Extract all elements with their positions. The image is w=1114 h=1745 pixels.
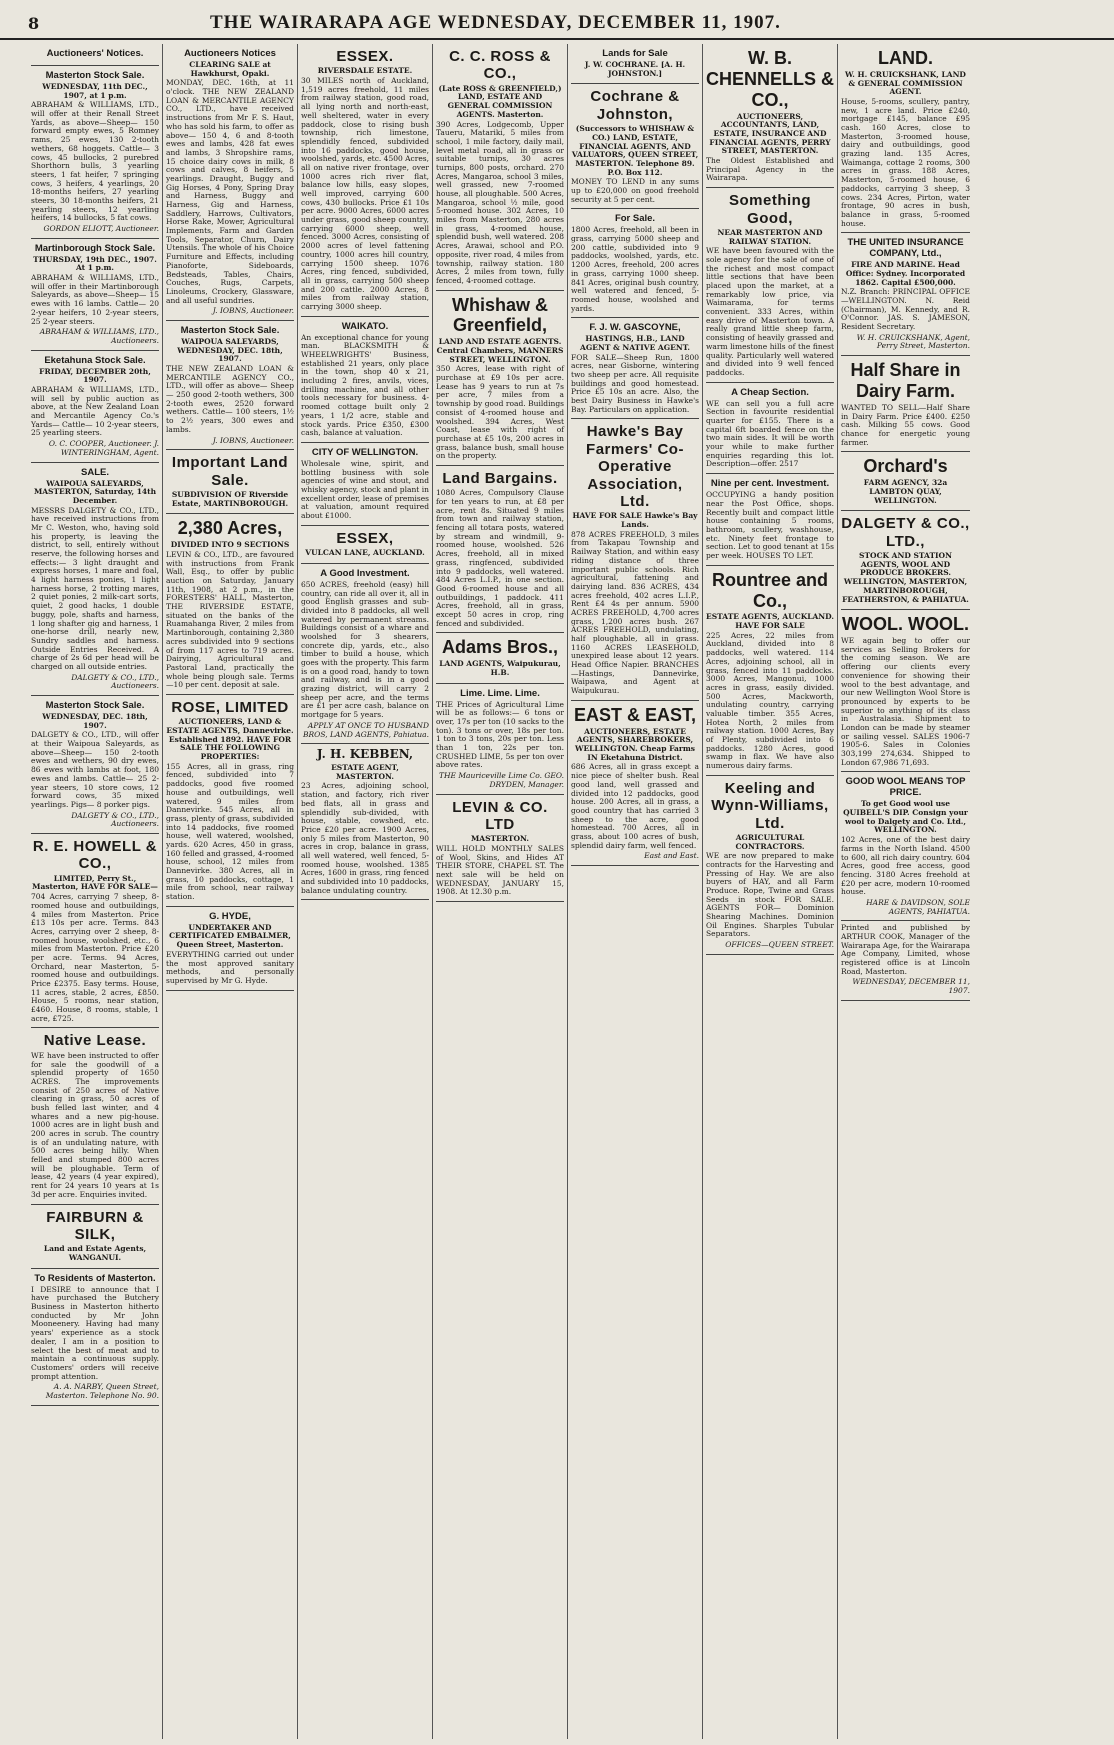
- ad-body: The Oldest Established and Principal Agency in the Wairarapa.: [706, 156, 834, 183]
- ad-heading: Eketahuna Stock Sale.: [44, 354, 146, 366]
- ad-heading: For Sale.: [614, 213, 656, 225]
- ad-signature: J. IOBNS, Auctioneer.: [212, 435, 294, 445]
- ad-body: 1800 Acres, freehold, all been in grass, carrying 5000 sheep and 200 cattle, subdivided into 9 paddocks, woolshed, yards, etc. 1200 Acres, freehold, 200 acres in grass, carrying 1000 sheep. 841 Acres, original bush country, well watered and fenced, 5-roomed house, woolshed and yards.: [571, 225, 699, 313]
- advertisement: [436, 466, 564, 633]
- advertisement: [571, 419, 699, 700]
- ad-heading: WOOL. WOOL.: [842, 614, 969, 635]
- advertisement: [841, 356, 970, 452]
- advertisement: [571, 209, 699, 318]
- ad-subheading: DIVIDED INTO 9 SECTIONS: [170, 540, 290, 550]
- page-number: 8: [28, 14, 40, 34]
- ad-body: FOR SALE—Sheep Run, 1800 acres, near Gisborne, wintering two sheep per acre. All requisite buildings and good homestead. Price £5 10s an acre. Also, the best Dairy Business in Hawke's Bay. Particulars on application.: [571, 352, 699, 414]
- advertisement: [706, 566, 834, 776]
- advertisement: [301, 526, 429, 564]
- ad-subheading: FARM AGENCY, 32a LAMBTON QUAY, WELLINGTON.: [863, 478, 948, 505]
- ad-signature: GORDON ELIOTT, Auctioneer.: [43, 224, 159, 234]
- ad-heading: To Residents of Masterton.: [34, 1272, 156, 1284]
- ad-heading: G. HYDE,: [209, 910, 251, 922]
- ad-body: 704 Acres, carrying 7 sheep, 8-roomed house and outbuildings, 4 miles from Masterton. Price £13 10s per acre. Terms. 843 Acres, carrying over 2 sheep, 8-roomed house, woolshed, etc., 6 miles from Masterton. Price £20 per acre. Terms. 94 Acres, Orchard, near Masterton, 5-roomed house and outbuildings. Price £2375. Easy terms. House, 11 acres, stable, 2 acres, £850. House, 5 rooms, near station, £460. House, 8 rooms, stable, 1 acre, £725.: [31, 892, 159, 1023]
- advertisement: [436, 795, 564, 903]
- advertisement: [841, 44, 970, 233]
- advertisement: [706, 44, 834, 188]
- ad-heading: CITY OF WELLINGTON.: [311, 446, 419, 458]
- ad-signature: J. IOBNS, Auctioneer.: [212, 306, 294, 316]
- ad-subheading: THURSDAY, 19th DEC., 1907. At 1 p.m.: [33, 254, 157, 273]
- masthead: [0, 0, 1114, 40]
- ad-body: 1080 Acres, Compulsory Clause for ten years to run, at £8 per acre, rent 8s. Situated 9 miles from town and railway station, fencing all totara posts, watered by stream and windmill, 9-roomed house, woolshed. 526 Acres, freehold, all in mixed grass, ringfenced, subdivided into 9 paddocks, well watered. 484 Acres L.I.P., in one section. Good 6-roomed house and all outbuildings, 1 paddock. 411 Acres, freehold, all in grass, except 50 acres in crop, ring fenced and subdivided.: [436, 488, 564, 628]
- ad-heading: ESSEX,: [336, 529, 394, 547]
- advertisement: [166, 907, 294, 991]
- ad-body: EVERYTHING carried out under the most approved sanitary methods, and personally supervised by Mr G. Hyde.: [166, 949, 294, 985]
- ad-signature: HARE & DAVIDSON, SOLE AGENTS, PAHIATUA.: [866, 897, 970, 916]
- ad-subheading: ESTATE AGENT, MASTERTON.: [331, 763, 399, 781]
- ad-heading: FAIRBURN & SILK,: [46, 1208, 144, 1243]
- ad-body: MONDAY, DEC. 16th, at 11 o'clock. THE NEW ZEALAND LOAN & MERCANTILE AGENCY CO., LTD., have received instructions from Mr F. S. Haut, who has sold his farm, to offer as above— 150 4, 6 and 8-tooth ewes and lambs, 428 fat ewes and lambs, 3 Shropshire rams, 15 choice dairy cows in milk, 8 cows and calves, 8 heifers, 5 yearlings. Draught, Buggy and Gig Horses, 4 Pony, Spring Dray and Harness, Buggy and Harness, Gig and Harness, Saddlery, Harrows, Cultivators, Horse Rake, Mower, Agricultural Implements, Farm and Garden Tools, Separator, Churn, Dairy Utensils. The whole of his Choice Furniture and Effects, including Pianoforte, Sideboards, Bedsteads, Tables, Chairs, Couches, Rugs, Carpets, Linoleums, Crockery, Glassware, and all useful sundries.: [166, 78, 294, 305]
- ad-body: MONEY TO LEND in any sums up to £20,000 on good freehold security at 5 per cent.: [571, 177, 699, 204]
- ad-subheading: AUCTIONEERS, ACCOUNTANTS, LAND, ESTATE, INSURANCE AND FINANCIAL AGENTS, PERRY STREET, MASTERTON.: [709, 111, 831, 156]
- ad-heading: Masterton Stock Sale.: [45, 700, 145, 712]
- ad-body: N.Z. Branch: PRINCIPAL OFFICE—WELLINGTON. N. Reid (Chairman), M. Kennedy, and R. O'Connor. JAS. S. JAMESON, Resident Secretary.: [841, 287, 970, 332]
- advertisement: [301, 317, 429, 443]
- ad-body: THE NEW ZEALAND LOAN & MERCANTILE AGENCY CO., LTD., will offer as above— Sheep— 250 good 2-tooth wethers, 300 2-tooth ewes, 2520 forward wethers. Cattle— 100 steers, 1½ to 2½ years, 300 ewes and lambs.: [166, 364, 294, 434]
- column-3: [298, 44, 433, 1739]
- column-7: [838, 44, 973, 1739]
- ad-subheading: LIMITED, Perry St., Masterton, HAVE FOR SALE—: [32, 873, 158, 892]
- ad-body: 686 Acres, all in grass except a nice piece of shelter bush. Real good land, well grassed and divided into 12 paddocks, good house. 200 Acres, all in grass, a good country that has carried 3 sheep to the acre, good homestead. 700 Acres, all in grass, about 100 acres of bush, splendid dairy farm, well fenced.: [571, 762, 699, 850]
- newspaper-title: THE WAIRARAPA AGE WEDNESDAY, DECEMBER 11, 1907.: [210, 12, 781, 33]
- advertisement: [166, 44, 294, 321]
- ad-body: WE have been favoured with the sole agency for the sale of one of the richest and most compact little sections that have been placed upon the market, at a remarkably low price, via Waimarama, for terms convenient. 333 Acres, within easy drive of Masterton town. A really grand little sheep farm, consisting of heavily grassed and warm limestone hills of the finest quality. Particularly well watered and divided into 9 well fenced paddocks.: [706, 246, 834, 377]
- advertisement: [31, 1205, 159, 1269]
- ad-subheading: FRIDAY, DECEMBER 20th, 1907.: [39, 366, 151, 385]
- ad-subheading: WAIPOUA SALEYARDS, WEDNESDAY, DEC. 18th, 1907.: [177, 336, 283, 364]
- ad-signature: East and East.: [644, 851, 699, 861]
- ad-body: 155 Acres, all in grass, ring fenced, subdivided into 7 paddocks, good five roomed house and outbuildings, well watered, 9 miles from Dannevirke. 545 Acres, all in grass, plenty of grass, subdivided into 14 paddocks, five roomed house, well watered, woolshed, yards. 620 Acres, 450 in grass, 160 felled and grassed, 4-roomed house, school, 12 miles from Dannevirke. 380 Acres, all in grass, 10 paddocks, cottage, 1 mile from school, near railway station.: [166, 761, 294, 902]
- advertisement: [31, 1028, 159, 1204]
- ad-heading: Auctioneers' Notices.: [46, 48, 144, 59]
- ad-subheading: (Successors to WHISHAW & CO.) LAND, ESTATE, FINANCIAL AGENTS, AND VALUATORS, QUEEN STREET, MASTERTON. Telephone 89. P.O. Box 112.: [571, 124, 699, 177]
- ad-signature: ABRAHAM & WILLIAMS, LTD., Auctioneers.: [39, 327, 159, 345]
- ad-body: ABRAHAM & WILLIAMS, LTD., will sell by public auction as above, at the New Zealand Loan and Mercantile Agency Co.'s Yards— Cattle— 10 2-year steers, 25 yearling steers.: [31, 385, 159, 438]
- advertisement: [571, 318, 699, 419]
- column-1: [28, 44, 163, 1739]
- ad-heading: Something Good,: [729, 192, 811, 227]
- ad-heading: Whishaw & Greenfield,: [451, 294, 548, 336]
- ad-body: WE are now prepared to make contracts for the Harvesting and Pressing of Hay. We are also buyers of HAY, and all Farm Produce. Rope, Twine and Grass Seeds in stock FOR SALE. AGENTS FOR— Dominion Shearing Machines. Dominion Oil Engines. Sharples Tubular Separators.: [706, 851, 834, 939]
- ad-heading: THE UNITED INSURANCE COMPANY, Ltd.,: [847, 237, 964, 260]
- ad-heading: Auctioneers Notices: [184, 48, 276, 59]
- ad-body: ABRAHAM & WILLIAMS, LTD., will offer at their Renall Street Yards, as above—Sheep— 150 forward empty ewes, 5 Romney rams, 25 ewes, 130 2-tooth wethers, 68 hoggets. Cattle— 3 cows, 45 bullocks, 2 purebred Shorthorn bulls, 3 yearling steers, 1 fat heifer, 7 springing cows, 3 heifers, 4 yearlings, 20 18-months heifers, 27 yearling steers, 30 18-months heifers, 21 yearling steers, 12 yearling heifers, 14 bullocks, 5 fat cows.: [31, 100, 159, 223]
- advertisement: [706, 776, 834, 955]
- ad-subheading: SUBDIVISION OF Riverside Estate, MARTINBOROUGH.: [171, 490, 289, 508]
- ad-subheading: WEDNESDAY, DEC. 18th, 1907.: [42, 712, 148, 730]
- ad-heading: C. C. ROSS & CO.,: [449, 48, 551, 83]
- ad-subheading: AGRICULTURAL CONTRACTORS.: [735, 832, 805, 851]
- ad-body: I DESIRE to announce that I have purchased the Butchery Business in Masterton hitherto conducted by Mr John Mooneenery. Having had many years' experience as a stock dealer, I am in a position to select the best of meat and to maintain a continuous supply. Customers' orders will receive prompt attention.: [31, 1284, 159, 1381]
- advertisement: [301, 744, 429, 900]
- ad-heading: A Good Investment.: [320, 567, 410, 579]
- ad-body: Wholesale wine, spirit, and bottling business with sole agencies of wine and stout, and whisky agency, stock and plant in excellent order, lease of premises at valuation, amount required about £1000.: [301, 458, 429, 521]
- ad-heading: EAST & EAST,: [573, 704, 697, 725]
- ad-body: 350 Acres, lease with right of purchase at £9 10s per acre. Lease has 9 years to run at 7s per acre, 7 miles from a township by good road. Buildings consist of 4-roomed house and woolshed. 394 Acres, West Coast, lease with right of purchase at £5 10s, 200 acres in grass, balance bush, small house on the property.: [436, 364, 564, 461]
- ad-subheading: Land and Estate Agents, WANGANUI.: [43, 1244, 147, 1262]
- ad-heading: Masterton Stock Sale.: [45, 70, 145, 82]
- ad-heading: Orchard's: [863, 456, 948, 477]
- advertisement: [706, 188, 834, 382]
- ad-body: ABRAHAM & WILLIAMS, LTD., will offer in their Martinborough Saleyards, as above—Sheep— 15 ewes with 16 lambs. Cattle— 20 2-year heifers, 10 2-year steers, 25 2-year steers.: [31, 273, 159, 326]
- columns-container: [28, 44, 1108, 1739]
- ad-subheading: NEAR MASTERTON AND RAILWAY STATION.: [717, 227, 823, 246]
- ad-signature: A. A. NARBY, Queen Street, Masterton. Telephone No. 90.: [45, 1382, 159, 1400]
- ad-subheading: UNDERTAKER AND CERTIFICATED EMBALMER, Queen Street, Masterton.: [169, 922, 291, 950]
- ad-heading: R. E. HOWELL & CO.,: [32, 837, 158, 873]
- ad-heading: WAIKATO.: [341, 320, 389, 332]
- ad-heading: Cochrane & Johnston,: [590, 88, 680, 123]
- advertisement: [166, 321, 294, 450]
- advertisement: [31, 44, 159, 66]
- ad-signature: DALGETY & CO., LTD., Auctioneers.: [71, 672, 159, 691]
- ad-body: 878 ACRES FREEHOLD, 3 miles from Takapau Township and Railway Station, and within easy riding distance of three important public schools. Rich agricultural, fattening and dairying land. 836 ACRES, 434 acres freehold, 402 acres L.I.P., Rent £4 4s per annum. 5900 ACRES FREEHOLD, 4,700 acres grass, 1,200 acres bush. 267 ACRES FREEHOLD, undulating, half ploughable, all in grass. 1160 ACRES LEASEHOLD, unexpired lease about 12 years. Head Office Napier. BRANCHES—Hastings, Dannevirke, Waipawa, and Agent at Waipukurau.: [571, 529, 699, 696]
- ad-subheading: WAIPOUA SALEYARDS, MASTERTON, Saturday, 14th December.: [33, 478, 157, 505]
- ad-heading: Keeling and Wynn-Williams, Ltd.: [711, 779, 829, 832]
- ad-subheading: STOCK AND STATION AGENTS, WOOL AND PRODUCE BROKERS. WELLINGTON, MASTERTON, MARTINBOROUGH, FEATHERSTON, & PAHIATUA.: [842, 551, 969, 604]
- ad-body: THE Prices of Agricultural Lime will be as follows:— 6 tons or over, 17s per ton (10 sacks to the ton). 3 tons or over, 18s per ton. 1 ton to 3 tons, 20s per ton. Less than 1 ton, 22s per ton. CRUSHED LIME, 5s per ton over above rates.: [436, 699, 564, 770]
- ad-subheading: LAND AND ESTATE AGENTS. Central Chambers, MANNERS STREET, WELLINGTON.: [436, 337, 564, 364]
- ad-heading: SALE.: [81, 466, 109, 478]
- ad-heading: Lime. Lime. Lime.: [460, 687, 540, 699]
- ad-body: 390 Acres, Lodgecomb, Upper Taueru, Matariki, 5 miles from school, 1 mile factory, daily mail, level metal road, all in grass or suitable turnips, 30 acres turnips, 800 posts, orchard. 270 Acres, Mangaroa, school 3 miles, well grassed, new 7-roomed house, all ploughable. 500 Acres, Mangaroa, school ½ mile, good 5-roomed house. 302 Acres, 10 miles from Masterton, 280 acres in grass, 4-roomed house, splendid bush, well watered. 208 Acres, Arawai, school and P.O. opposite, river road, 4 miles from township, railway station. 180 Acres, 2 miles from town, fully fenced, 4-roomed cottage.: [436, 119, 564, 285]
- ad-body: LEVIN & CO., LTD., are favoured with instructions from Frank Wall, Esq., to offer by public auction on Saturday, January 11th, 1908, at 2 p.m., in the FORESTERS' HALL, Masterton, THE RIVERSIDE ESTATE, situated on the banks of the Ruamahanga River, 2 miles from Martinborough, containing 2,380 acres subdivided into 9 sections of from 117 acres to 719 acres. Dairying, Agricultural and Pastoral Land, practically the whole being plough sale. Terms—10 per cent. deposit at sale.: [166, 549, 294, 690]
- ad-body: OCCUPYING a handy position near the Post Office, shops. Recently built and compact little house containing 5 rooms, bathroom, scullery, washhouse, etc. Ninety feet frontage to section. Let to good tenant at 15s per week. HOUSES TO LET.: [706, 490, 835, 560]
- advertisement: [31, 834, 159, 1028]
- ad-heading: ESSEX.: [336, 48, 394, 65]
- advertisement: [841, 452, 970, 511]
- advertisement: [301, 44, 429, 317]
- advertisement: [436, 684, 564, 795]
- ad-heading: Nine per cent. Investment.: [710, 478, 830, 490]
- ad-heading: Martinborough Stock Sale.: [34, 242, 156, 254]
- ad-body: WANTED TO SELL—Half Share in Dairy Farm. Price £400. £250 cash. Milking 55 cows. Good chance for energetic young farmer.: [841, 402, 970, 447]
- advertisement: [706, 474, 834, 566]
- advertisement: [31, 1269, 159, 1406]
- ad-body: WE again beg to offer our services as Selling Brokers for the coming season. We are offering our clients every convenience for showing their wool to the best advantage, and our new Wellington Wool Store is pronounced by experts to be superior to anything of its class in Australasia. Shipment to London can be made by steamer or sailing vessel. SALES 1906-7 1905-6. Sales in Colonies 303,199 274,634. Shipped to London 67,986 71,693.: [841, 636, 970, 767]
- ad-body: WE can sell you a full acre Section in favourite residential quarter for £155. There is a capital 6ft boarded fence on the two main sides. It will be worth your while to make further enquiries regarding this lot. Description—offer. 2517: [706, 398, 834, 469]
- advertisement: [841, 233, 970, 356]
- advertisement: [571, 44, 699, 84]
- advertisement: [166, 514, 294, 695]
- column-2: [163, 44, 298, 1739]
- advertisement: [436, 291, 564, 466]
- ad-body: 225 Acres, 22 miles from Auckland, divided into 8 paddocks, well watered. 114 Acres, adjoining school, all in grass, fenced into 11 paddocks. 3000 Acres, Mangonui, 1000 acres in grass, easily divided. 500 Acres, Mackworth, undulating country, carrying valuable timber. 355 Acres, Hotea North, 2 miles from railway station. 1000 Acres, Bay of Plenty, subdivided into 6 paddocks. 1280 Acres, good swamp in flax. We have also numerous dairy farms.: [706, 630, 834, 771]
- ad-body: WILL HOLD MONTHLY SALES of Wool, Skins, and Hides AT THEIR STORE, CHAPEL ST. The next sale will be held on WEDNESDAY, JANUARY 15, 1908. At 12.30 p.m.: [436, 843, 564, 897]
- ad-subheading: J. W. COCHRANE. [A. H. JOHNSTON.]: [584, 60, 686, 78]
- ad-body: DALGETY & CO., LTD., will offer at their Waipoua Saleyards, as above—Sheep— 150 2-tooth ewes and wethers, 90 dry ewes, 86 ewes with lambs at foot, 180 ewes and lambs. Cattle— 25 2-year steers, 10 store cows, 12 forward cows, 35 mixed yearlings. Pigs— 8 porker pigs.: [31, 730, 159, 809]
- ad-heading: A Cheap Section.: [731, 386, 809, 398]
- advertisement: [436, 44, 564, 291]
- ad-heading: LEVIN & CO. LTD: [452, 798, 548, 833]
- advertisement: [301, 564, 429, 744]
- advertisement: [571, 701, 699, 866]
- ad-subheading: (Late ROSS & GREENFIELD,) LAND, ESTATE AND GENERAL COMMISSION AGENTS. Masterton.: [438, 83, 562, 119]
- ad-subheading: RIVERSDALE ESTATE.: [317, 66, 413, 76]
- ad-subheading: WEDNESDAY, 11th DEC., 1907, at 1 p.m.: [42, 82, 148, 100]
- ad-heading: Adams Bros.,: [441, 637, 559, 658]
- ad-subheading: HAVE FOR SALE Hawke's Bay Lands.: [572, 511, 698, 530]
- ad-subheading: HASTINGS, H.B., LAND AGENT & NATIVE AGENT.: [580, 334, 690, 352]
- advertisement: [301, 443, 429, 526]
- ad-subheading: AUCTIONEERS, LAND & ESTATE AGENTS, Dannevirke. Established 1892. HAVE FOR SALE THE FOLLOWING PROPERTIES:: [166, 717, 294, 762]
- ad-signature: OFFICES—QUEEN STREET.: [725, 940, 834, 950]
- ad-heading: Half Share in Dairy Farm.: [850, 360, 961, 402]
- ad-body: 650 ACRES, freehold (easy) hill country, can ride all over it, all in good English grasses and sub-divided into 8 paddocks, all well watered by permanent streams. Buildings consist of a whare and woolshed for 3 shearers, concrete dip, yards, etc., also timber to build a house, which goes with the property. This farm is on a good road, handy to town and railway, and is in a good grazing district, will carry 2 sheep per acre, and the terms are £1 per acre cash, balance on mortgage for 5 years.: [301, 579, 429, 720]
- advertisement: [841, 772, 970, 921]
- ad-signature: DALGETY & CO., LTD., Auctioneers.: [71, 810, 159, 829]
- ad-heading: ROSE, LIMITED: [171, 698, 289, 716]
- ad-signature: O. C. COOPER, Auctioneer. J. WINTERINGHAM, Agent.: [48, 439, 159, 457]
- advertisement: [31, 66, 159, 239]
- ad-heading: Important Land Sale.: [171, 454, 289, 489]
- column-4: [433, 44, 568, 1739]
- advertisement: [436, 633, 564, 683]
- advertisement: [31, 239, 159, 351]
- ad-heading: Rountree and Co.,: [711, 569, 828, 611]
- ad-subheading: To get Good wool use QUIBELL'S DIP. Consign your wool to Dalgety and Co. Ltd., WELLINGTON.: [843, 799, 968, 835]
- ad-heading: Hawke's Bay Farmers' Co-Operative Association, Ltd.: [586, 423, 684, 511]
- ad-signature: APPLY AT ONCE TO HUSBAND BROS, LAND AGENTS, Pahiatua.: [303, 720, 429, 739]
- ad-heading: 2,380 Acres,: [177, 518, 283, 539]
- ad-subheading: W. H. CRUICKSHANK, LAND & GENERAL COMMISSION AGENT.: [845, 69, 966, 97]
- ad-heading: Native Lease.: [43, 1032, 147, 1050]
- advertisement: [571, 84, 699, 209]
- ad-heading: F. J. W. GASCOYNE,: [589, 322, 681, 334]
- ad-heading: W. B. CHENNELLS & CO.,: [706, 48, 835, 110]
- advertisement: [166, 450, 294, 514]
- ad-subheading: CLEARING SALE at Hawkhurst, Opaki.: [189, 60, 271, 78]
- advertisement: [31, 696, 159, 834]
- advertisement: [706, 383, 834, 475]
- ad-subheading: FIRE AND MARINE. Head Office: Sydney. Incorporated 1862. Capital £500,000.: [845, 260, 966, 287]
- ad-signature: WEDNESDAY, DECEMBER 11, 1907.: [852, 977, 970, 996]
- ad-body: 23 Acres, adjoining school, station, and factory, rich river bed flats, all in grass and splendidly sub-divided, with house, stable, cowshed, etc. Price £20 per acre. 1900 Acres, only 5 miles from Masterton, 90 acres in crop, balance in grass, all well watered, well fenced, 5-roomed house, woolshed. 1385 Acres, 1600 in grass, ring fenced and subdivided into 10 paddocks, balance undulating country.: [301, 781, 429, 895]
- ad-signature: W. H. CRUICKSHANK, Agent, Perry Street, Masterton.: [856, 332, 970, 351]
- ad-body: WE have been instructed to offer for sale the goodwill of a splendid property of 1650 ACRES. The improvements consist of 250 acres of Native clearing in grass, 50 acres of bush felled last winter, and 4 whares and a new pig-house. 1000 acres are in light bush and 200 acres in scrub. The country is of an undulating nature, with 500 acres being hilly. When felled and stumped 800 acres will be ploughable. Term of lease, 42 years (4 year expired), rent for 24 years 10 years at 1s 3d per acre. Enquiries invited.: [31, 1050, 159, 1199]
- ad-heading: Lands for Sale: [602, 48, 668, 59]
- ad-body: MESSRS DALGETY & CO., LTD., have received instructions from Mr C. Weston, who, having sold his property, is leaving the district, to sell, entirely without reserve, the following horses and effects:— 3 light draught and express horses, 1 mare and foal, 4 light harness ponies, 1 light harness horse, 2 trotting mares, 2 quiet ponies, 2 milk-cart sorts, quiet, 2 good hacks, 1 double buggy, pole, shafts and harness, 1 long shafter gig and harness, 1 one-horse drill, nearly new, Sundry saddles and harness. Outside Entries Received. A charge of 2s 6d per head will be charged on all outside entries.: [31, 505, 159, 671]
- ad-body: 30 MILES north of Auckland, 1,519 acres freehold, 11 miles from railway station, good road, all lying north and north-east, well sheltered, water in every paddock, close to rising bush township, rich limestone, splendidly fenced, subdivided into 16 paddocks, good house, woolshed, yards, etc. 4500 Acres, all on native river frontage, over 1000 acres rich river flat, balance low hills, easy slopes, well improved, carrying 600 cows, 430 bullocks. Price £1 10s per acre. 9000 Acres, 6000 acres under grass, good sheep country, carrying 6000 sheep, well fenced. 3000 Acres, consisting of 2000 acres of level fattening country, 1000 acres hill country, carrying 1500 sheep. 1076 Acres, ring fenced, subdivided, all in grass, carrying 500 sheep and 200 cattle. 2000 Acres, 8 miles from railway station, carrying 3000 sheep.: [301, 76, 430, 311]
- ad-heading: Land Bargains.: [442, 469, 558, 487]
- ad-subheading: AUCTIONEERS, ESTATE AGENTS, SHAREBROKERS, WELLINGTON. Cheap Farms IN Eketahuna District.: [575, 726, 695, 762]
- advertisement: [841, 921, 970, 1001]
- column-6: [703, 44, 838, 1739]
- column-5: [568, 44, 703, 1739]
- ad-heading: J. H. KEBBEN,: [316, 747, 414, 762]
- ad-heading: DALGETY & CO., LTD.,: [841, 515, 970, 550]
- advertisement: [31, 351, 159, 463]
- ad-heading: GOOD WOOL MEANS TOP PRICE.: [845, 776, 966, 799]
- advertisement: [31, 463, 159, 697]
- ad-subheading: VULCAN LANE, AUCKLAND.: [305, 548, 425, 558]
- advertisement: [841, 610, 970, 772]
- advertisement: [841, 511, 970, 610]
- ad-heading: Masterton Stock Sale.: [180, 324, 280, 336]
- ad-body: An exceptional chance for young man. BLACKSMITH & WHEELWRIGHTS' Business, established 21 years, only place in the town, shop 40 x 21, including 2 fires, anvils, vices, drilling machine, and all other tools necessary for business. 4-roomed cottage built only 2 years, 1 1/2 acre, stable and stock yards. Price £350, £300 cash, balance at valuation.: [301, 332, 429, 438]
- ad-subheading: LAND AGENTS, Waipukurau, H.B.: [439, 659, 561, 677]
- ad-heading: LAND.: [878, 48, 933, 68]
- ad-subheading: MASTERTON.: [470, 834, 530, 844]
- ad-body: Printed and published by ARTHUR COOK, Manager of the Wairarapa Age, for the Wairarapa Age Company, Limited, whose registered office is at Lincoln Road, Masterton.: [841, 923, 970, 976]
- ad-signature: THE Mauriceville Lime Co. GEO. DRYDEN, Manager.: [438, 771, 564, 789]
- ad-body: House, 5-rooms, scullery, pantry, new, 1 acre land. Price £240, mortgage £145, balance £95 cash. 160 Acres, close to Masterton, 3-roomed house, dairy and outbuildings, good grazing land. 135 Acres, Waimanga, cottage 2 rooms, 300 acres in grass. 188 Acres, Masterton, 5-roomed house, 6 paddocks, carrying 3 sheep, 3 cows. 234 Acres, Pirton, water frontage, 90 acres in bush, balance in grass, 5-roomed house.: [841, 96, 970, 228]
- ad-subheading: ESTATE AGENTS, AUCKLAND. HAVE FOR SALE: [706, 612, 835, 631]
- advertisement: [166, 695, 294, 907]
- ad-body: 102 Acres, one of the best dairy farms in the North Island. 4500 to 600, all rich dairy country. 604 Acres, good free access, good fencing. 3180 Acres freehold at £20 per acre, modern 10-roomed house.: [841, 835, 970, 897]
